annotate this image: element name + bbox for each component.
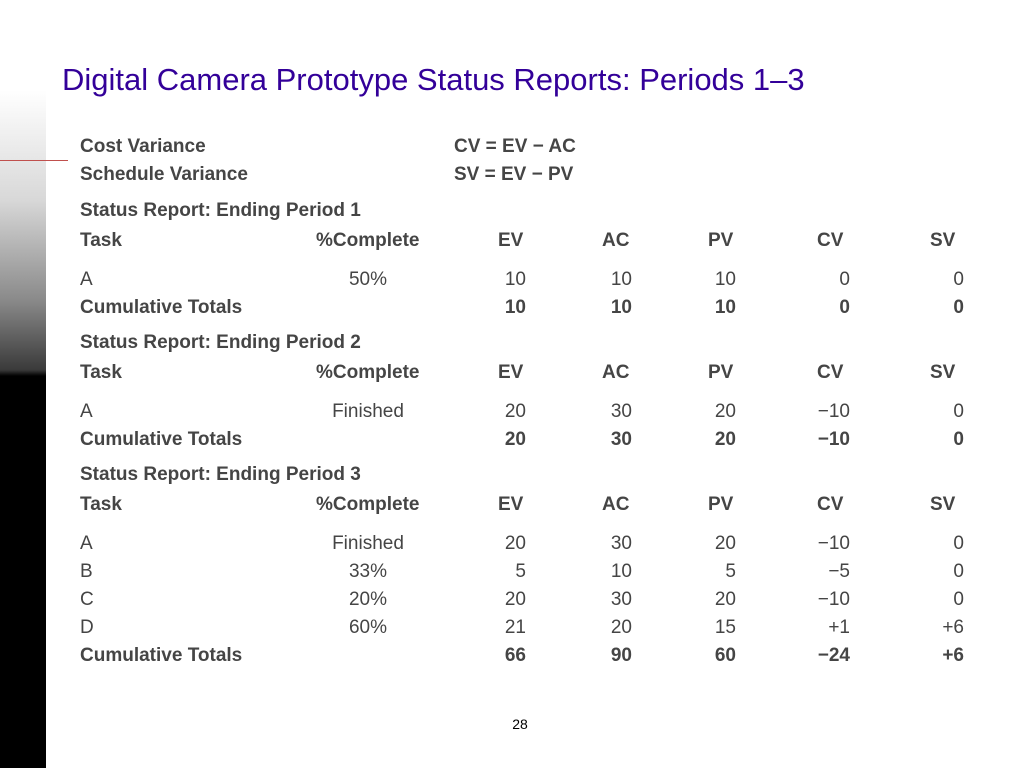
cumulative-totals-row [80, 294, 980, 322]
sv-cell: +6 [942, 617, 964, 638]
cv-cell: −24 [817, 645, 850, 666]
ev-cell: 66 [504, 645, 526, 666]
status-report-content [80, 134, 980, 670]
pv-cell: 15 [714, 617, 736, 638]
column-header-complete: %Complete [316, 230, 420, 251]
column-header-ev: EV [498, 362, 524, 383]
pv-cell: 20 [714, 401, 736, 422]
column-header-cv: CV [817, 362, 844, 383]
table-row [80, 266, 980, 294]
table-row [80, 558, 980, 586]
cv-cell: −10 [817, 429, 850, 450]
ac-cell: 30 [610, 401, 632, 422]
complete-cell: 20% [348, 589, 388, 610]
ev-cell: 20 [504, 429, 526, 450]
totals-label: Cumulative Totals [80, 297, 243, 318]
column-header-complete: %Complete [316, 362, 420, 383]
formula-name: Cost Variance [80, 136, 206, 157]
column-header-sv: SV [930, 230, 956, 251]
pv-cell: 20 [714, 429, 736, 450]
pv-cell: 10 [714, 297, 736, 318]
column-header-ac: AC [602, 494, 630, 515]
totals-label: Cumulative Totals [80, 645, 243, 666]
sv-cell: 0 [953, 401, 964, 422]
ac-cell: 30 [610, 429, 632, 450]
column-header-task: Task [80, 230, 122, 251]
task-cell: A [80, 269, 93, 290]
column-header-cv: CV [817, 230, 844, 251]
formula-schedule-variance [80, 162, 980, 190]
pv-cell: 60 [714, 645, 736, 666]
column-header-ev: EV [498, 494, 524, 515]
report-heading-period-1: Status Report: Ending Period 1 [80, 200, 361, 221]
pv-cell: 20 [714, 533, 736, 554]
column-header-sv: SV [930, 362, 956, 383]
sv-cell: 0 [953, 429, 964, 450]
table-row [80, 530, 980, 558]
cv-cell: +1 [828, 617, 850, 638]
column-header-pv: PV [708, 494, 734, 515]
sv-cell: +6 [942, 645, 964, 666]
table-header-row [80, 228, 980, 266]
ev-cell: 5 [515, 561, 526, 582]
ev-cell: 21 [504, 617, 526, 638]
complete-cell: 50% [348, 269, 388, 290]
column-header-ac: AC [602, 362, 630, 383]
table-row [80, 614, 980, 642]
formula-expression: SV = EV − PV [454, 164, 574, 185]
ev-cell: 20 [504, 401, 526, 422]
ac-cell: 30 [610, 589, 632, 610]
report-heading-period-2: Status Report: Ending Period 2 [80, 332, 361, 353]
formula-expression: CV = EV − AC [454, 136, 576, 157]
complete-cell: Finished [332, 401, 404, 422]
cv-cell: −5 [828, 561, 850, 582]
side-accent-rule [0, 160, 68, 161]
column-header-pv: PV [708, 362, 734, 383]
cv-cell: 0 [839, 269, 850, 290]
complete-cell: 60% [348, 617, 388, 638]
ac-cell: 90 [610, 645, 632, 666]
sv-cell: 0 [953, 589, 964, 610]
ev-cell: 20 [504, 533, 526, 554]
table-row [80, 586, 980, 614]
column-header-cv: CV [817, 494, 844, 515]
cv-cell: −10 [817, 401, 850, 422]
cv-cell: −10 [817, 589, 850, 610]
pv-cell: 20 [714, 589, 736, 610]
column-header-ev: EV [498, 230, 524, 251]
cv-cell: 0 [839, 297, 850, 318]
complete-cell: 33% [348, 561, 388, 582]
formula-name: Schedule Variance [80, 164, 248, 185]
column-header-sv: SV [930, 494, 956, 515]
ac-cell: 10 [610, 269, 632, 290]
page-number: 28 [512, 716, 528, 732]
pv-cell: 5 [725, 561, 736, 582]
cv-cell: −10 [817, 533, 850, 554]
sv-cell: 0 [953, 533, 964, 554]
task-cell: B [80, 561, 93, 582]
report-heading-period-3: Status Report: Ending Period 3 [80, 464, 361, 485]
cumulative-totals-row [80, 642, 980, 670]
task-cell: A [80, 401, 93, 422]
sv-cell: 0 [953, 269, 964, 290]
pv-cell: 10 [714, 269, 736, 290]
task-cell: A [80, 533, 93, 554]
column-header-complete: %Complete [316, 494, 420, 515]
side-gradient-bar [0, 0, 46, 768]
table-row [80, 398, 980, 426]
totals-label: Cumulative Totals [80, 429, 243, 450]
ac-cell: 30 [610, 533, 632, 554]
column-header-task: Task [80, 494, 122, 515]
column-header-ac: AC [602, 230, 630, 251]
ev-cell: 10 [504, 269, 526, 290]
complete-cell: Finished [332, 533, 404, 554]
ac-cell: 20 [610, 617, 632, 638]
cumulative-totals-row [80, 426, 980, 454]
column-header-task: Task [80, 362, 122, 383]
ac-cell: 10 [610, 297, 632, 318]
task-cell: C [80, 589, 94, 610]
sv-cell: 0 [953, 561, 964, 582]
table-header-row [80, 492, 980, 530]
slide-title: Digital Camera Prototype Status Reports: Periods 1–3 [62, 62, 805, 97]
sv-cell: 0 [953, 297, 964, 318]
task-cell: D [80, 617, 94, 638]
ev-cell: 20 [504, 589, 526, 610]
table-header-row [80, 360, 980, 398]
column-header-pv: PV [708, 230, 734, 251]
ev-cell: 10 [504, 297, 526, 318]
ac-cell: 10 [610, 561, 632, 582]
formula-cost-variance [80, 134, 980, 162]
